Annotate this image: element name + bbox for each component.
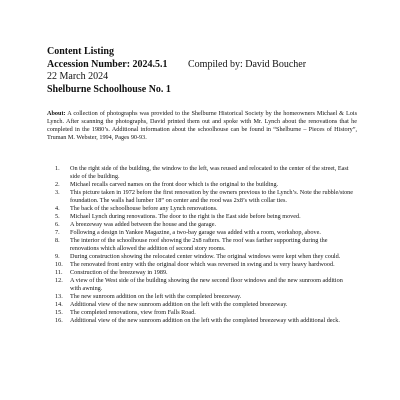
list-item-number: 15. bbox=[55, 309, 63, 316]
list-item-number: 7. bbox=[55, 229, 60, 236]
about-text: A collection of photographs was provided to the Shelburne Historical Society by the homeowners Michael & Lois Lynch. After scanning the photographs, David printed them out and spoke with Mr. Lynch about the renovations that he completed in the 1980’s. Additional information about the schoolhouse can be found in “Shelburne – Pieces of History”, Truman M. Webster, 1994, Pages 90-93. bbox=[47, 110, 357, 141]
list-item-number: 6. bbox=[55, 221, 60, 228]
list-item-text: During construction showing the relocated center window. The original windows were kept when they could. bbox=[70, 253, 341, 260]
list-item bbox=[55, 229, 355, 237]
list-item-text: The new sunroom addition on the left with the completed breezeway. bbox=[70, 293, 242, 300]
accession-line bbox=[47, 59, 367, 72]
list-item bbox=[55, 293, 355, 301]
list-item-text: Additional view of the new sunroom addition on the left with the completed breezeway with additional deck. bbox=[70, 317, 340, 324]
about-paragraph bbox=[47, 110, 357, 142]
document-date: 22 March 2024 bbox=[47, 71, 109, 82]
accession-number: Accession Number: 2024.5.1 bbox=[47, 58, 168, 70]
compiled-by: Compiled by: David Boucher bbox=[188, 58, 307, 70]
list-item-text: Additional view of the new sunroom addition on the left with the completed breezeway. bbox=[70, 301, 288, 308]
list-item bbox=[55, 189, 355, 205]
list-item-text: Michael recalls carved names on the front door which is the original to the building. bbox=[70, 181, 279, 188]
list-item bbox=[55, 301, 355, 309]
list-item-number: 2. bbox=[55, 181, 60, 188]
document-header bbox=[47, 46, 367, 96]
list-item-number: 12. bbox=[55, 277, 63, 284]
list-item-number: 4. bbox=[55, 205, 60, 212]
list-item bbox=[55, 205, 355, 213]
list-item-number: 9. bbox=[55, 253, 60, 260]
list-item-text: The completed renovations, view from Falls Road. bbox=[70, 309, 196, 316]
list-item bbox=[55, 317, 355, 325]
list-item bbox=[55, 253, 355, 261]
list-item bbox=[55, 261, 355, 269]
list-item-number: 13. bbox=[55, 293, 63, 300]
list-item-text: A view of the West side of the building showing the new second floor windows and the new sunroom addition with awning. bbox=[70, 277, 343, 292]
about-label: About: bbox=[47, 110, 66, 117]
list-item-text: Following a design in Yankee Magazine, a two-bay garage was added with a room, workshop, above. bbox=[70, 229, 321, 236]
list-item bbox=[55, 181, 355, 189]
list-item bbox=[55, 213, 355, 221]
document-title: Content Listing bbox=[47, 46, 114, 57]
list-item bbox=[55, 269, 355, 277]
list-item-number: 1. bbox=[55, 165, 60, 172]
list-item-number: 3. bbox=[55, 189, 60, 196]
list-item bbox=[55, 309, 355, 317]
collection-name: Shelburne Schoolhouse No. 1 bbox=[47, 83, 171, 95]
list-item-text: The interior of the schoolhouse roof showing the 2x8 rafters. The roof was farther supporting during the renovations which allowed the addition of second story rooms. bbox=[70, 237, 328, 252]
list-item bbox=[55, 221, 355, 229]
list-item-text: The renovated front entry with the original door which was reversed in swing and is very heavy hardwood. bbox=[70, 261, 335, 268]
list-item-text: On the right side of the building, the window to the left, was reused and relocated to the center of the street, East side of the building. bbox=[70, 165, 349, 180]
list-item bbox=[55, 165, 355, 181]
list-item bbox=[55, 277, 355, 293]
list-item-number: 16. bbox=[55, 317, 63, 324]
list-item-text: A breezeway was added between the house and the garage. bbox=[70, 221, 217, 228]
photo-list bbox=[55, 165, 355, 325]
list-item bbox=[55, 237, 355, 253]
list-item-text: Michael Lynch during renovations. The door to the right is the East side before being moved. bbox=[70, 213, 301, 220]
list-item-number: 8. bbox=[55, 237, 60, 244]
list-item-text: The back of the schoolhouse before any Lynch renovations. bbox=[70, 205, 218, 212]
list-item-number: 10. bbox=[55, 261, 63, 268]
list-item-number: 14. bbox=[55, 301, 63, 308]
list-item-number: 11. bbox=[55, 269, 63, 276]
list-item-number: 5. bbox=[55, 213, 60, 220]
list-item-text: Construction of the breezeway in 1989. bbox=[70, 269, 168, 276]
list-item-text: This picture taken in 1972 before the first renovation by the owners previous to the Lynch’s. Note the rubble/stone foundation. The walls had lumber 18” on center and the rood was 2x8’s with collar ties. bbox=[70, 189, 354, 204]
